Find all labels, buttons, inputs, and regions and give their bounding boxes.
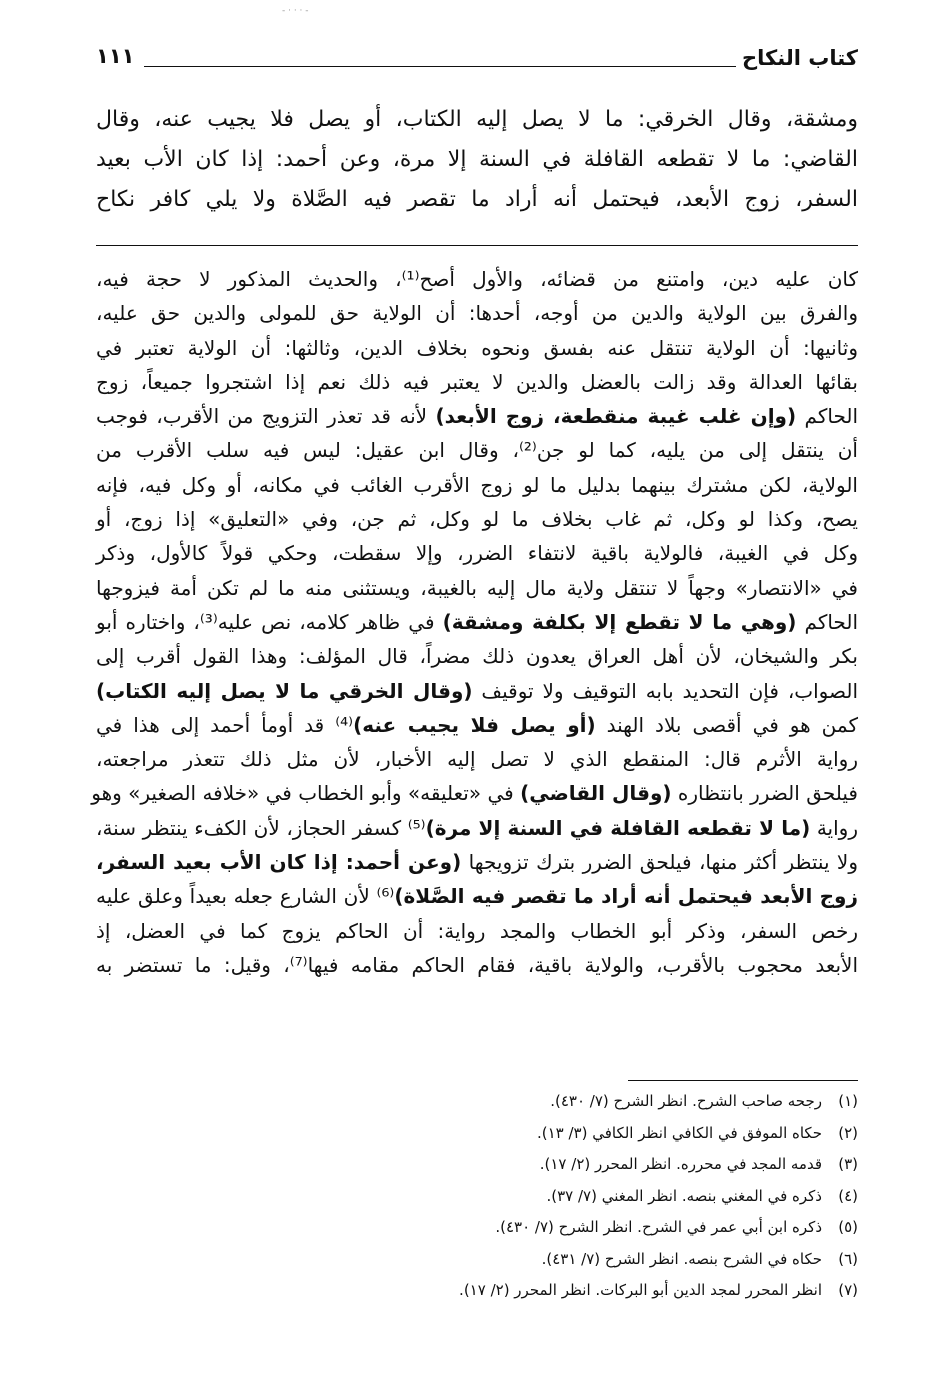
footnote-rule bbox=[628, 1080, 858, 1081]
matn-text-block bbox=[96, 100, 858, 220]
top-mark: - · · · - bbox=[282, 6, 309, 16]
commentary-line: رخص السفر، وذكر أبو الخطاب والمجد رواية: أن الحاكم يزوج كما في العضل، إذ bbox=[96, 918, 858, 943]
footnote-text: حكاه الموفق في الكافي انظر الكافي (٣/ ١٣). bbox=[536, 1123, 822, 1142]
commentary-line: الحاكم (وهي ما لا تقطع إلا بكلفة ومشقة) في ظاهر كلامه، نص عليه⁽³⁾، واختاره أبو bbox=[96, 609, 858, 634]
footnote-number: (٢) bbox=[838, 1123, 858, 1142]
footnote bbox=[96, 1149, 858, 1181]
footnote-number: (٥) bbox=[838, 1218, 858, 1236]
matn-line: السفر، زوج الأبعد، فيحتمل أنه أراد ما تقصر فيه الصَّلاة ولا يلي كافر نكاح bbox=[96, 187, 858, 212]
footnote-text: رجحه صاحب الشرح. انظر الشرح (٧/ ٤٣٠). bbox=[550, 1092, 822, 1110]
footnotes-block bbox=[96, 1086, 858, 1307]
footnote-text: انظر المحرر لمجد الدين أبو البركات. انظر المحرر (٢/ ١٧). bbox=[459, 1281, 822, 1299]
commentary-line: الولاية، لكن مشترك بينهما بدليل ما لو زوج الأقرب الغائب في مكانه، أو وكل فيه، فإنه bbox=[96, 472, 858, 497]
footnote bbox=[96, 1275, 858, 1307]
commentary-line: الصواب، فإن التحديد بابه التوقيف ولا توقيف (وقال الخرقي ما لا يصل إليه الكتاب) bbox=[96, 678, 859, 703]
footnote bbox=[96, 1181, 858, 1213]
footnote-number: (١) bbox=[838, 1092, 858, 1110]
commentary-line: بكر والشيخان، لأن أهل العراق يعدون ذلك مضراً، قال المؤلف: وهذا القول أقرب إلى bbox=[96, 644, 858, 669]
matn-quote: (وإن غلب غيبة منقطعة، زوج الأبعد) bbox=[435, 404, 797, 429]
commentary-line: ولا ينتظر أكثر منها، فيلحق الضرر بترك تزويجها (وعن أحمد: إذا كان الأب بعيد السفر، bbox=[96, 850, 858, 875]
header-rule bbox=[144, 66, 736, 67]
footnote-number: (٣) bbox=[838, 1155, 858, 1173]
page-number: ١١١ bbox=[96, 44, 135, 68]
commentary-line: رواية الأثرم قال: المنقطع الذي لا تصل إليه الأخبار، لأن مثل ذلك تتعذر مراجعته، bbox=[96, 747, 858, 772]
commentary-line: الحاكم (وإن غلب غيبة منقطعة، زوج الأبعد) لأنه قد تعذر التزويج من الأقرب، فوجب bbox=[96, 404, 859, 429]
commentary-line: يصح، وكذا لو وكل، ثم غاب بخلاف ما لو وكل، ثم جن، وفي «التعليق» إذا زوج، أو bbox=[96, 507, 858, 532]
section-divider bbox=[96, 245, 858, 246]
footnote bbox=[96, 1244, 858, 1276]
commentary-line: بقائها العدالة وقد زالت بالعضل والدين لا يعتبر فيه ذلك نعم إذا اشتجروا جميعاً، زوج bbox=[96, 369, 858, 394]
matn-quote: (وقال القاضي) bbox=[520, 781, 672, 806]
commentary-line: أن ينتقل إلى من يليه، كما لو جن⁽²⁾، وقال ابن عقيل: ليس فيه سلب الأقرب من bbox=[96, 438, 858, 463]
matn-quote: (وقال الخرقي ما لا يصل إليه الكتاب) bbox=[96, 678, 473, 703]
matn-line: ومشقة، وقال الخرقي: ما لا يصل إليه الكتاب، أو يصل فلا يجيب عنه، وقال bbox=[96, 107, 858, 132]
matn-quote: زوج الأبعد فيحتمل أنه أراد ما تقصر فيه الصَّلاة) bbox=[394, 884, 859, 909]
footnote-number: (٤) bbox=[838, 1186, 858, 1205]
matn-quote: (وهي ما لا تقطع إلا بكلفة ومشقة) bbox=[442, 609, 797, 634]
matn-quote: (أو يصل فلا يجيب عنه) bbox=[353, 712, 596, 737]
matn-line: القاضي: ما لا تقطعه القافلة في السنة إلا مرة، وعن أحمد: إذا كان الأب بعيد bbox=[96, 147, 858, 172]
chapter-title: كتاب النكاح bbox=[742, 46, 858, 70]
footnote-text: ذكره ابن أبي عمر في الشرح. انظر الشرح (٧/ ٤٣٠). bbox=[495, 1218, 822, 1236]
commentary-line: رواية (ما لا تقطعه القافلة في السنة إلا مرة)⁽⁵⁾ كسفر الحجاز، لأن الكفء ينتظر سنة، bbox=[96, 815, 858, 840]
commentary-line: الأبعد محجوب بالأقرب، والولاية باقية، فقام الحاكم مقامه فيها⁽⁷⁾، وقيل: ما تستضر به bbox=[96, 952, 858, 977]
footnote-text: ذكره في المغني بنصه. انظر المغني (٧/ ٣٧). bbox=[546, 1186, 822, 1205]
footnote-text: قدمه المجد في محرره. انظر المحرر (٢/ ١٧). bbox=[539, 1155, 822, 1173]
commentary-line: كمن هو في أقصى بلاد الهند (أو يصل فلا يجيب عنه)⁽⁴⁾ قد أومأ أحمد إلى هذا في bbox=[96, 712, 858, 737]
commentary-line: فيلحق الضرر بانتظاره (وقال القاضي) في «تعليقه» وأبو الخطاب في «خلافه الصغير» وهو bbox=[91, 781, 858, 806]
commentary-text-block bbox=[91, 262, 859, 982]
matn-quote: (وعن أحمد: إذا كان الأب بعيد السفر، bbox=[96, 850, 462, 875]
footnote-text: حكاه في الشرح بنصه. انظر الشرح (٧/ ٤٣١). bbox=[541, 1249, 822, 1268]
footnote bbox=[96, 1212, 858, 1244]
commentary-line: وثانيها: أن الولاية تنتقل عنه بفسق ونحوه بخلاف الدين، وثالثها: أن الولاية تعتبر في bbox=[96, 335, 858, 360]
matn-quote: (ما لا تقطعه القافلة في السنة إلا مرة) bbox=[425, 815, 811, 840]
running-header bbox=[96, 42, 858, 76]
footnote bbox=[96, 1086, 858, 1118]
commentary-line: وكل في الغيبة، فالولاية باقية لانتفاء الضرر، وإلا سقطت، وحكي قولاً كالأول، وذكر bbox=[96, 541, 858, 566]
footnote-number: (٦) bbox=[838, 1249, 858, 1268]
footnote-number: (٧) bbox=[838, 1281, 858, 1299]
commentary-line: زوج الأبعد فيحتمل أنه أراد ما تقصر فيه الصَّلاة)⁽⁶⁾ لأن الشارع جعله بعيداً وعلق عليه bbox=[96, 884, 859, 909]
commentary-line: والفرق بين الولاية والدين من أوجه، أحدها: أن الولاية حق للمولى والدين حق عليه، bbox=[96, 301, 858, 326]
commentary-line: كان عليه دين، وامتنع من قضائه، والأول أصح⁽¹⁾، والحديث المذكور لا حجة فيه، bbox=[96, 267, 858, 291]
commentary-line: في «الانتصار» وجهاً لا تنتقل ولاية مال إليه بالغيبة، ويستثنى منه ما لم تكن أمة فيزوجها bbox=[96, 575, 858, 600]
footnote bbox=[96, 1118, 858, 1150]
